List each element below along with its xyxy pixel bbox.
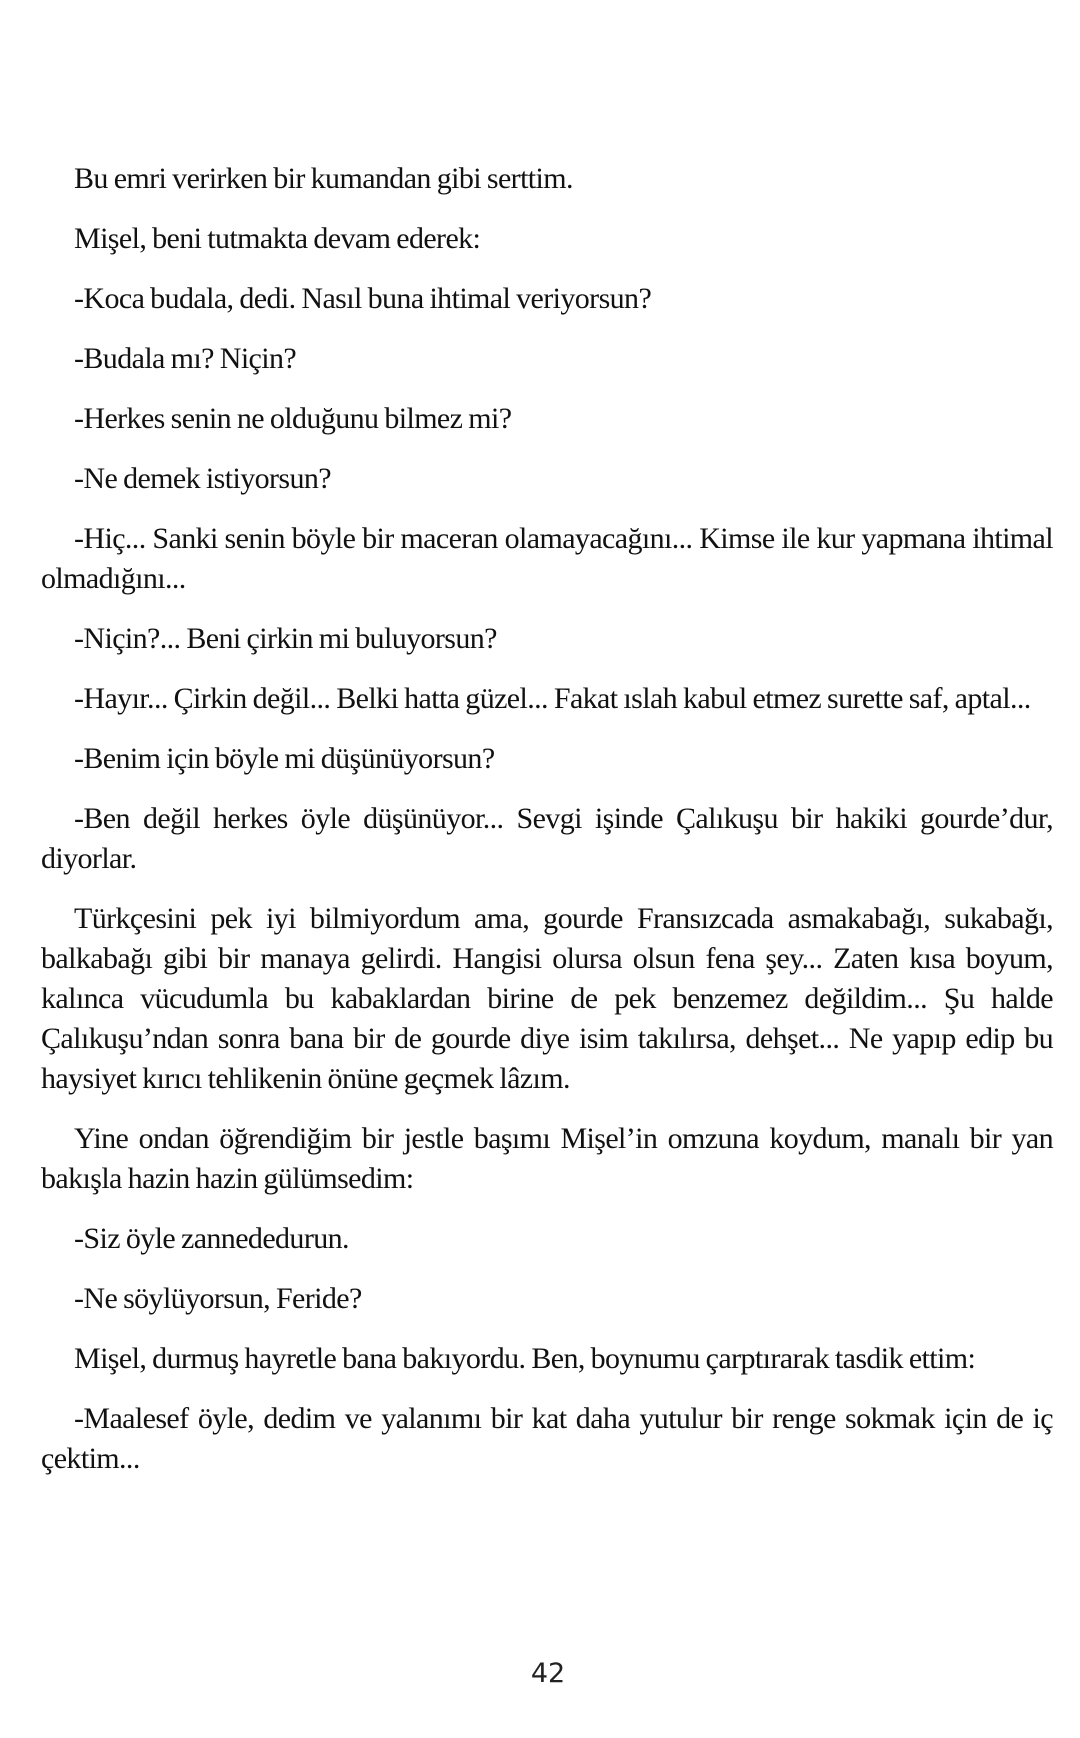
paragraph: -Hiç... Sanki senin böyle bir maceran olamayacağını... Kimse ile kur yapmana ihtimal olmadığını... — [41, 522, 1053, 595]
paragraph: -Siz öyle zannededurun. — [74, 1222, 349, 1255]
paragraph: -Maalesef öyle, dedim ve yalanımı bir kat daha yutulur bir renge sokmak için de iç çektim... — [41, 1402, 1053, 1475]
page-body — [41, 159, 1053, 1499]
paragraph: -Niçin?... Beni çirkin mi buluyorsun? — [74, 622, 497, 655]
page-number: 42 — [530, 1658, 566, 1689]
paragraph: -Ben değil herkes öyle düşünüyor... Sevgi işinde Çalıkuşu bir hakiki gourde’dur, diyorlar. — [41, 802, 1053, 875]
paragraph: -Ne demek istiyorsun? — [74, 462, 331, 495]
paragraph: Türkçesini pek iyi bilmiyordum ama, gourde Fransızcada asmakabağı, sukabağı, balkabağı gibi bir manaya gelirdi. Hangisi olursa olsun fena şey... Zaten kısa boyum, kalınca vücudumla bu kabaklardan birine de pek benzemez değildim... Şu halde Çalıkuşu’ndan sonra bana bir de gourde diye isim takılırsa, dehşet... Ne yapıp edip bu haysiyet kırıcı tehlikenin önüne geçmek lâzım. — [41, 902, 1053, 1095]
paragraph: -Budala mı? Niçin? — [74, 342, 297, 375]
paragraph: Mişel, durmuş hayretle bana bakıyordu. Ben, boynumu çarptırarak tasdik ettim: — [74, 1342, 976, 1375]
paragraph: -Benim için böyle mi düşünüyorsun? — [74, 742, 495, 775]
paragraph: -Ne söylüyorsun, Feride? — [74, 1282, 362, 1315]
paragraph: Yine ondan öğrendiğim bir jestle başımı Mişel’in omzuna koydum, manalı bir yan bakışla hazin hazin gülümsedim: — [41, 1122, 1053, 1195]
paragraph: -Herkes senin ne olduğunu bilmez mi? — [74, 402, 512, 435]
paragraph: -Koca budala, dedi. Nasıl buna ihtimal veriyorsun? — [74, 282, 652, 315]
paragraph: -Hayır... Çirkin değil... Belki hatta güzel... Fakat ıslah kabul etmez surette saf, aptal... — [74, 682, 1031, 715]
paragraph: Mişel, beni tutmakta devam ederek: — [74, 222, 481, 255]
paragraph: Bu emri verirken bir kumandan gibi serttim. — [74, 162, 573, 195]
